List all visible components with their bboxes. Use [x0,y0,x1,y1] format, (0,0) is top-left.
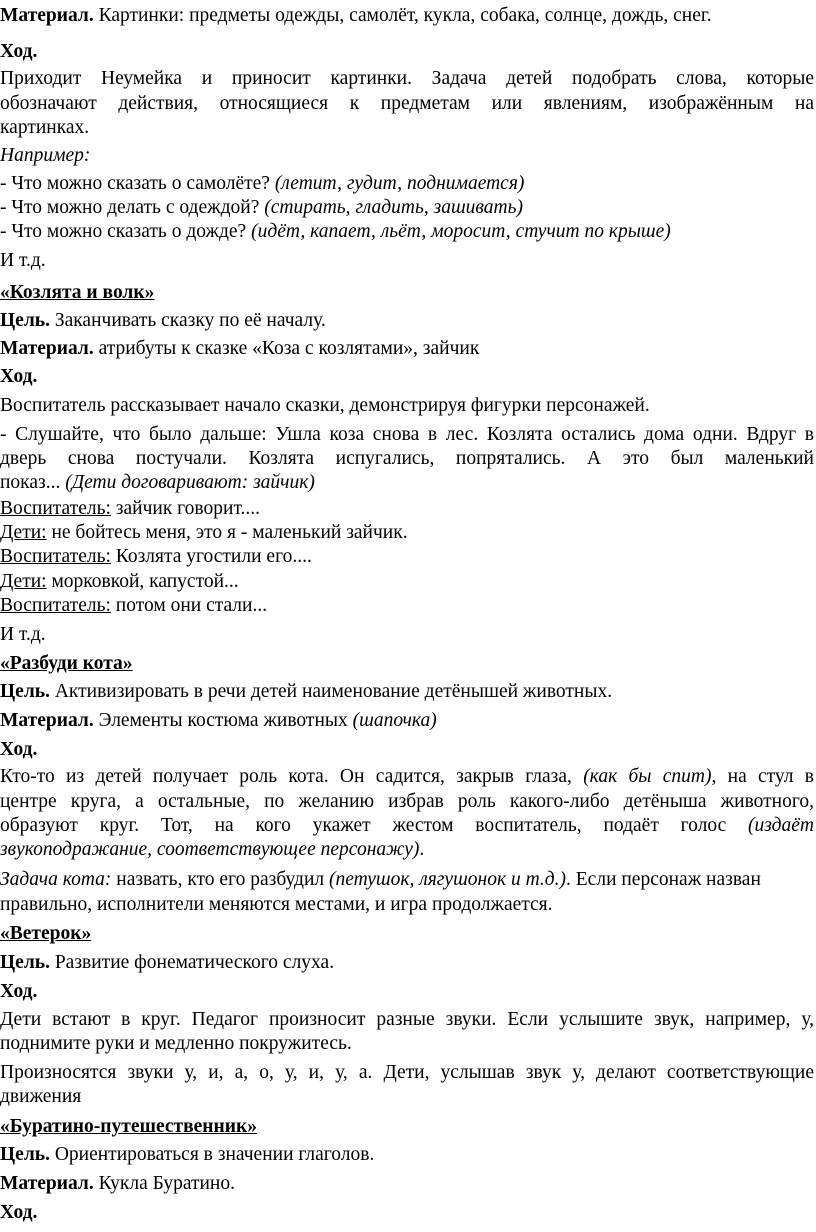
question-line: - Что можно делать с одеждой? (стирать, гладить, зашивать) [0,197,523,218]
example-label: Например: [0,145,91,166]
paragraph-line: образуют круг. Тот, на кого укажет жестом воспитатель, подаёт голос (издаёт [0,815,814,836]
material-line-1: Материал. Картинки: предметы одежды, самолёт, кукла, собака, солнце, дождь, снег. [0,5,712,26]
paragraph-line: показ... (Дети договаривают: зайчик) [0,472,315,493]
paragraph-line: поднимите руки и медленно покружитесь. [0,1033,352,1054]
goal-line: Цель. Активизировать в речи детей наименование детёнышей животных. [0,681,613,702]
dialogue-line: Дети: морковкой, капустой... [0,571,239,592]
dialogue-line: Воспитатель: Козлята угостили его.... [0,546,312,567]
game-title-veterok: «Ветерок» [0,923,92,944]
paragraph-line: дверь снова постучали. Козлята испугались, попрятались. А это был маленький [0,448,814,469]
paragraph-line: центре круга, а остальные, по желанию избрав роль какого-либо детёныша животного, [0,791,814,812]
game-title-buratino: «Буратино-путешественник» [0,1116,257,1137]
game-title-razbudi-kota: «Разбуди кота» [0,653,133,674]
paragraph-line: правильно, исполнители меняются местами, и игра продолжается. [0,894,553,915]
paragraph-line: обозначают действия, относящиеся к предметам или явлениям, изображённым на [0,93,814,114]
hod-heading-4: Ход. [0,981,38,1002]
paragraph-line: Воспитатель рассказывает начало сказки, демонстрируя фигурки персонажей. [0,395,650,416]
question-line: - Что можно сказать о самолёте? (летит, гудит, поднимается) [0,173,525,194]
paragraph-line: Кто-то из детей получает роль кота. Он садится, закрыв глаза, (как бы спит), на стул в [0,766,815,787]
goal-line: Цель. Развитие фонематического слуха. [0,952,335,973]
goal-line: Цель. Ориентироваться в значении глаголов. [0,1144,375,1165]
etc-line: И т.д. [0,624,46,645]
material-line-3: Материал. Элементы костюма животных (шапочка) [0,710,437,731]
paragraph-line: картинках. [0,117,90,138]
paragraph-line: движения [0,1086,82,1107]
game-title-kozlyata: «Козлята и волк» [0,282,155,303]
hod-heading-2: Ход. [0,366,38,387]
material-line-4: Материал. Кукла Буратино. [0,1173,235,1194]
dialogue-line: Воспитатель: зайчик говорит.... [0,498,260,519]
paragraph-line: - Слушайте, что было дальше: Ушла коза снова в лес. Козлята остались дома одни. Вдруг в [0,424,814,445]
dialogue-line: Дети: не бойтесь меня, это я - маленький зайчик. [0,522,408,543]
material-line-2: Материал. атрибуты к сказке «Коза с козлятами», зайчик [0,338,480,359]
hod-heading-3: Ход. [0,739,38,760]
etc-line: И т.д. [0,250,46,271]
hod-heading-1: Ход. [0,41,38,62]
dialogue-line: Воспитатель: потом они стали... [0,595,268,616]
hod-heading-5: Ход. [0,1202,38,1223]
paragraph-line: Приходит Неумейка и приносит картинки. Задача детей подобрать слова, которые [0,68,814,89]
paragraph-line: Произносятся звуки у, и, а, о, у, и, у, а. Дети, услышав звук у, делают соответствующие [0,1062,814,1083]
question-line: - Что можно сказать о дожде? (идёт, капает, льёт, моросит, стучит по крыше) [0,221,671,242]
paragraph-line: Задача кота: назвать, кто его разбудил (петушок, лягушонок и т.д.). Если персонаж назван [0,869,761,890]
paragraph-line: звукоподражание, соответствующее персонажу). [0,839,425,860]
goal-line: Цель. Заканчивать сказку по её началу. [0,310,326,331]
paragraph-line: Дети встают в круг. Педагог произносит разные звуки. Если услышите звук, например, у, [0,1009,814,1030]
